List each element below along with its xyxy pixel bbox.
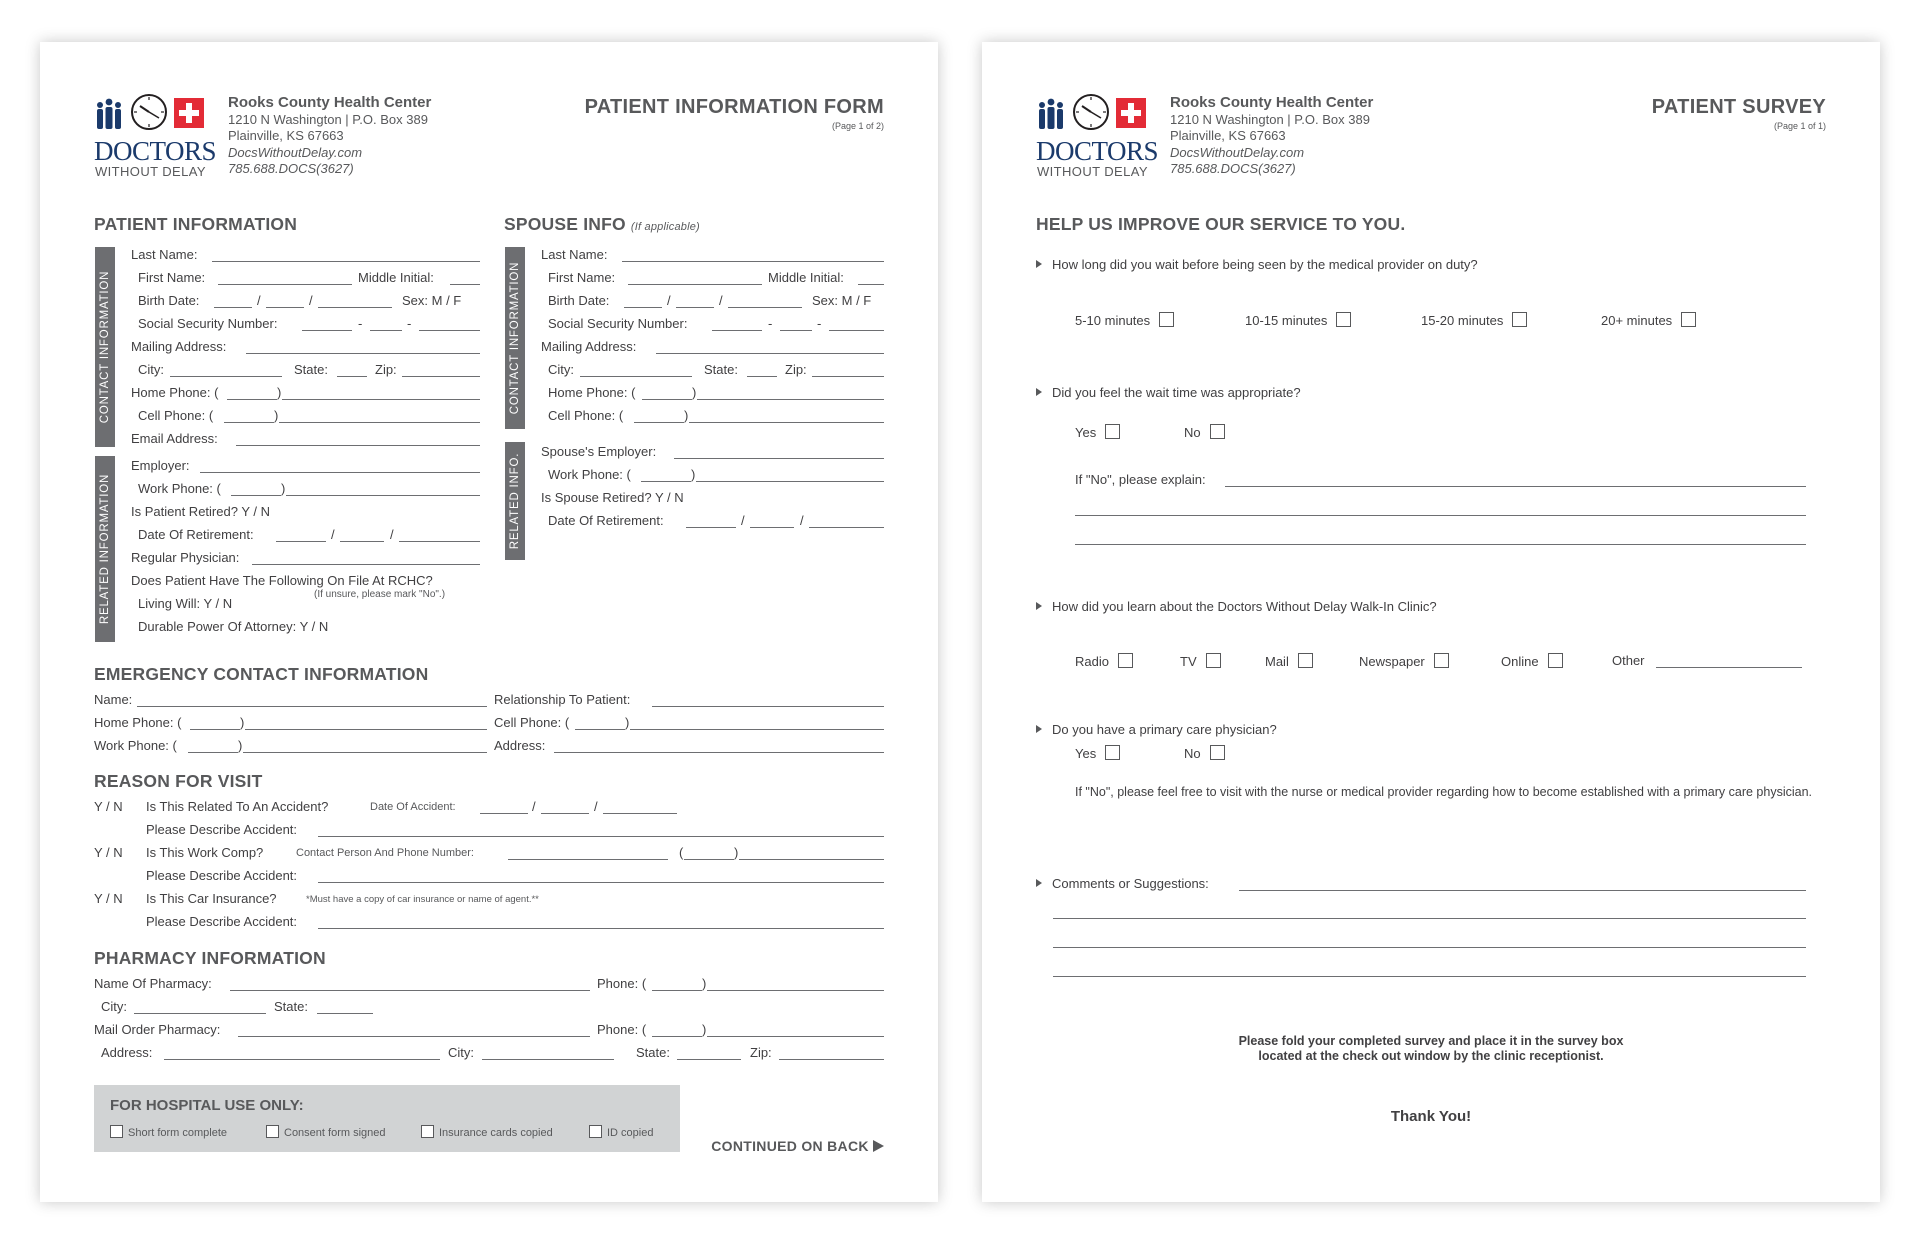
employer-field[interactable] <box>200 458 480 473</box>
describe-field-1[interactable] <box>318 822 884 837</box>
org-address: 1210 N Washington | P.O. Box 389 <box>228 111 428 127</box>
survey-page-number: (Page 1 of 1) <box>1773 121 1826 131</box>
middle-initial-field[interactable] <box>450 270 480 285</box>
checkbox-icon <box>1434 653 1449 668</box>
spouse-state-field[interactable] <box>747 362 777 377</box>
describe-label-3: Please Describe Accident: <box>146 914 298 929</box>
emergency-work-area-field[interactable] <box>188 738 238 753</box>
ssn-dash: - <box>358 316 363 331</box>
paren: ) <box>625 715 630 730</box>
spouse-cell-phone-label: Cell Phone: ( <box>548 408 624 423</box>
emergency-work-phone-field[interactable] <box>243 738 487 753</box>
spouse-employer-label: Spouse's Employer: <box>541 444 657 459</box>
org-phone: 785.688.DOCS(3627) <box>1170 161 1296 176</box>
hospital-use-panel <box>94 1085 680 1152</box>
spouse-mailing-label: Mailing Address: <box>541 339 637 354</box>
patient-survey-page <box>982 42 1880 1202</box>
spouse-zip-label: Zip: <box>785 362 807 377</box>
org-contact-block <box>228 95 431 178</box>
mail-order-zip-label: Zip: <box>750 1045 772 1060</box>
insurance-cards-checkbox[interactable]: Insurance cards copied <box>421 1125 553 1139</box>
question-wait-appropriate: Did you feel the wait time was appropriate? <box>1036 385 1301 400</box>
logo-icons <box>94 94 224 138</box>
spouse-home-phone-field[interactable] <box>697 385 884 400</box>
accident-question: Is This Related To An Accident? <box>146 799 329 814</box>
reason-heading: REASON FOR VISIT <box>94 771 263 791</box>
checkbox-icon <box>1206 653 1221 668</box>
comments-field-2[interactable] <box>1053 904 1806 919</box>
on-file-label: Does Patient Have The Following On File At RCHC? <box>131 573 433 588</box>
retirement-date-label: Date Of Retirement: <box>138 527 254 542</box>
city-label: City: <box>138 362 164 377</box>
paren: ( <box>679 845 684 860</box>
bullet-arrow-icon <box>1036 725 1042 733</box>
birth-day-field[interactable] <box>266 293 304 308</box>
home-phone-area-field[interactable] <box>227 385 277 400</box>
org-website[interactable]: DocsWithoutDelay.com <box>228 144 363 160</box>
emergency-cell-area-field[interactable] <box>575 715 625 730</box>
date-slash: / <box>532 799 536 814</box>
option-yes-primary[interactable]: Yes <box>1075 745 1120 761</box>
date-slash: / <box>309 293 313 308</box>
bullet-arrow-icon <box>1036 260 1042 268</box>
pharmacy-heading: PHARMACY INFORMATION <box>94 948 326 968</box>
option-15-20-minutes[interactable]: 15-20 minutes <box>1421 312 1527 328</box>
logo-sub: WITHOUT DELAY <box>95 164 206 179</box>
ssn-field-2[interactable] <box>370 316 402 331</box>
comments-field-3[interactable] <box>1053 933 1806 948</box>
living-will-label[interactable]: Living Will: Y / N <box>138 596 233 611</box>
mailing-address-label: Mailing Address: <box>131 339 227 354</box>
checkbox-icon <box>1210 424 1225 439</box>
checkbox-icon <box>1548 653 1563 668</box>
hospital-use-heading: FOR HOSPITAL USE ONLY: <box>110 1097 304 1114</box>
first-name-label: First Name: <box>138 270 206 285</box>
question-wait-time: How long did you wait before being seen by the medical provider on duty? <box>1036 257 1478 272</box>
emergency-cell-phone-field[interactable] <box>630 715 884 730</box>
date-slash: / <box>257 293 261 308</box>
emergency-address-field[interactable] <box>554 738 884 753</box>
accident-date-label: Date Of Accident: <box>370 801 456 813</box>
spouse-employer-field[interactable] <box>674 444 884 459</box>
option-other-field[interactable] <box>1656 653 1802 668</box>
comments-label: Comments or Suggestions: <box>1036 876 1209 891</box>
retirement-day-field[interactable] <box>340 527 384 542</box>
accident-yn[interactable]: Y / N <box>94 799 123 814</box>
work-comp-yn[interactable]: Y / N <box>94 845 123 860</box>
city-field[interactable] <box>170 362 282 377</box>
paren: ) <box>684 408 689 423</box>
paren: ) <box>240 715 245 730</box>
zip-field[interactable] <box>402 362 480 377</box>
email-label: Email Address: <box>131 431 218 446</box>
spouse-retired-label[interactable]: Is Spouse Retired? Y / N <box>541 490 684 505</box>
option-20-plus-minutes[interactable]: 20+ minutes <box>1601 312 1696 328</box>
consent-form-checkbox[interactable]: Consent form signed <box>266 1125 386 1139</box>
spouse-work-phone-field[interactable] <box>696 467 884 482</box>
unsure-note: (If unsure, please mark "No".) <box>314 589 446 600</box>
spouse-cell-area-field[interactable] <box>634 408 684 423</box>
birth-year-field[interactable] <box>318 293 392 308</box>
contact-person-label: Contact Person And Phone Number: <box>296 847 474 859</box>
pharmacy-area-field[interactable] <box>652 976 702 991</box>
checkbox-icon <box>1118 653 1133 668</box>
mail-order-phone-label: Phone: ( <box>597 1022 647 1037</box>
option-10-15-minutes[interactable]: 10-15 minutes <box>1245 312 1351 328</box>
patient-information-form-page <box>40 42 938 1202</box>
work-phone-label: Work Phone: ( <box>138 481 221 496</box>
org-contact-block <box>1170 95 1373 178</box>
form-title <box>585 96 884 131</box>
zip-label: Zip: <box>375 362 397 377</box>
option-tv[interactable]: TV <box>1180 653 1221 669</box>
spouse-contact-bar: CONTACT INFORMATION <box>505 247 525 429</box>
ssn-dash: - <box>407 316 412 331</box>
work-phone-area-field[interactable] <box>231 481 281 496</box>
mail-order-area-field[interactable] <box>652 1022 702 1037</box>
emergency-home-area-field[interactable] <box>190 715 240 730</box>
spouse-birth-date-label: Birth Date: <box>548 293 610 308</box>
checkbox-icon <box>421 1125 434 1138</box>
physician-field[interactable] <box>252 550 480 565</box>
spouse-ssn-label: Social Security Number: <box>548 316 688 331</box>
spouse-home-area-field[interactable] <box>642 385 692 400</box>
spouse-first-name-label: First Name: <box>548 270 616 285</box>
home-phone-field[interactable] <box>282 385 480 400</box>
emergency-name-label: Name: <box>94 692 133 707</box>
date-slash: / <box>719 293 723 308</box>
paren: ) <box>238 738 243 753</box>
retirement-year-field[interactable] <box>399 527 480 542</box>
fold-instruction-2: located at the check out window by the clinic receptionist. <box>1258 1049 1604 1063</box>
spouse-work-phone-label: Work Phone: ( <box>548 467 631 482</box>
date-slash: / <box>594 799 598 814</box>
form-title-text: PATIENT INFORMATION FORM <box>584 96 884 118</box>
bullet-arrow-icon <box>1036 602 1042 610</box>
spouse-state-label: State: <box>704 362 738 377</box>
bullet-arrow-icon <box>1036 388 1042 396</box>
car-insurance-question: Is This Car Insurance? <box>146 891 277 906</box>
spouse-ssn-field-1[interactable] <box>712 316 762 331</box>
paren: ) <box>281 481 286 496</box>
paren: ) <box>692 385 697 400</box>
pharmacy-state-label: State: <box>274 999 308 1014</box>
org-city: Plainville, KS 67663 <box>1170 128 1286 143</box>
page-number: (Page 1 of 2) <box>831 121 884 131</box>
org-name: Rooks County Health Center <box>228 94 432 111</box>
org-phone: 785.688.DOCS(3627) <box>228 161 354 176</box>
mail-order-city-label: City: <box>448 1045 474 1060</box>
org-website[interactable]: DocsWithoutDelay.com <box>1170 144 1305 160</box>
org-city: Plainville, KS 67663 <box>228 128 344 143</box>
org-address: 1210 N Washington | P.O. Box 389 <box>1170 111 1370 127</box>
option-other-label: Other <box>1612 653 1645 668</box>
ssn-label: Social Security Number: <box>138 316 278 331</box>
spouse-work-area-field[interactable] <box>641 467 691 482</box>
cell-phone-area-field[interactable] <box>224 408 274 423</box>
describe-label-2: Please Describe Accident: <box>146 868 298 883</box>
pharmacy-phone-field[interactable] <box>707 976 884 991</box>
pharmacy-city-label: City: <box>101 999 127 1014</box>
mail-order-state-label: State: <box>636 1045 670 1060</box>
paren: ) <box>702 1022 707 1037</box>
mail-order-phone-field[interactable] <box>707 1022 884 1037</box>
spouse-retire-day-field[interactable] <box>750 513 794 528</box>
spouse-related-bar: RELATED INFO. <box>505 442 525 560</box>
comments-field-1[interactable] <box>1239 876 1806 891</box>
paren: ) <box>702 976 707 991</box>
checkbox-icon <box>110 1125 123 1138</box>
relationship-field[interactable] <box>652 692 884 707</box>
spouse-ssn-field-2[interactable] <box>780 316 812 331</box>
contact-area-field[interactable] <box>684 845 734 860</box>
spouse-birth-month-field[interactable] <box>624 293 662 308</box>
spouse-middle-initial-label: Middle Initial: <box>768 270 844 285</box>
checkbox-icon <box>1210 745 1225 760</box>
car-insurance-note: *Must have a copy of car insurance or name of agent.** <box>306 894 539 905</box>
spouse-middle-initial-field[interactable] <box>858 270 884 285</box>
work-phone-field[interactable] <box>286 481 480 496</box>
pharmacy-name-label: Name Of Pharmacy: <box>94 976 212 991</box>
short-form-checkbox[interactable]: Short form complete <box>110 1125 227 1139</box>
paren: ) <box>277 385 282 400</box>
comments-field-4[interactable] <box>1053 962 1806 977</box>
checkbox-icon <box>1105 424 1120 439</box>
accident-day-field[interactable] <box>541 799 589 814</box>
fold-instruction-1: Please fold your completed survey and place it in the survey box <box>1238 1034 1624 1048</box>
mail-order-zip-field[interactable] <box>779 1045 884 1060</box>
email-field[interactable] <box>236 431 480 446</box>
ssn-field-3[interactable] <box>419 316 480 331</box>
birth-date-label: Birth Date: <box>138 293 200 308</box>
doctors-without-delay-logo <box>1036 94 1166 180</box>
spouse-city-field[interactable] <box>580 362 692 377</box>
first-name-field[interactable] <box>218 270 352 285</box>
option-5-10-minutes[interactable]: 5-10 minutes <box>1075 312 1174 328</box>
checkbox-icon <box>1512 312 1527 327</box>
spouse-last-name-field[interactable] <box>622 247 884 262</box>
thank-you: Thank You! <box>1390 1108 1472 1125</box>
retirement-month-field[interactable] <box>276 527 326 542</box>
checkbox-icon <box>589 1125 602 1138</box>
mail-order-city-field[interactable] <box>482 1045 614 1060</box>
option-online[interactable]: Online <box>1501 653 1563 669</box>
state-label: State: <box>294 362 328 377</box>
checkbox-icon <box>266 1125 279 1138</box>
spouse-city-label: City: <box>548 362 574 377</box>
option-no[interactable]: No <box>1184 424 1225 440</box>
logo-word: DOCTORS <box>1036 136 1159 166</box>
last-name-label: Last Name: <box>131 247 198 262</box>
emergency-cell-phone-label: Cell Phone: ( <box>494 715 570 730</box>
org-name: Rooks County Health Center <box>1170 94 1374 111</box>
mail-order-address-label: Address: <box>101 1045 153 1060</box>
car-insurance-yn[interactable]: Y / N <box>94 891 123 906</box>
spouse-birth-year-field[interactable] <box>728 293 802 308</box>
explain-field-1[interactable] <box>1225 472 1806 487</box>
spouse-mailing-field[interactable] <box>656 339 884 354</box>
spouse-retire-month-field[interactable] <box>686 513 736 528</box>
describe-label-1: Please Describe Accident: <box>146 822 298 837</box>
emergency-heading: EMERGENCY CONTACT INFORMATION <box>94 664 429 684</box>
describe-field-2[interactable] <box>318 868 884 883</box>
emergency-home-phone-label: Home Phone: ( <box>94 715 182 730</box>
describe-field-3[interactable] <box>318 914 884 929</box>
logo-icons <box>1036 94 1166 138</box>
ssn-dash: - <box>768 316 773 331</box>
option-yes[interactable]: Yes <box>1075 424 1120 440</box>
checkbox-icon <box>1681 312 1696 327</box>
spouse-home-phone-label: Home Phone: ( <box>548 385 636 400</box>
emergency-home-phone-field[interactable] <box>245 715 487 730</box>
checkbox-icon <box>1105 745 1120 760</box>
employer-label: Employer: <box>131 458 190 473</box>
patient-info-heading: PATIENT INFORMATION <box>94 214 298 234</box>
ssn-field-1[interactable] <box>302 316 352 331</box>
cell-phone-field[interactable] <box>279 408 480 423</box>
spouse-retirement-label: Date Of Retirement: <box>548 513 664 528</box>
contact-phone-field[interactable] <box>739 845 884 860</box>
logo-word: DOCTORS <box>94 136 217 166</box>
applicable-note: (If applicable) <box>630 221 700 233</box>
sex-label[interactable]: Sex: M / F <box>402 293 462 308</box>
emergency-work-phone-label: Work Phone: ( <box>94 738 177 753</box>
middle-initial-label: Middle Initial: <box>358 270 434 285</box>
pharmacy-name-field[interactable] <box>230 976 590 991</box>
accident-year-field[interactable] <box>603 799 677 814</box>
date-slash: / <box>390 527 394 542</box>
continued-on-back: CONTINUED ON BACK <box>711 1138 884 1154</box>
paren: ) <box>734 845 739 860</box>
explain-field-2[interactable] <box>1075 501 1806 516</box>
poa-label[interactable]: Durable Power Of Attorney: Y / N <box>138 619 329 634</box>
emergency-address-label: Address: <box>494 738 546 753</box>
option-mail[interactable]: Mail <box>1265 653 1313 669</box>
survey-title <box>1652 96 1826 131</box>
accident-month-field[interactable] <box>480 799 528 814</box>
option-no-primary[interactable]: No <box>1184 745 1225 761</box>
spouse-cell-phone-field[interactable] <box>689 408 884 423</box>
explain-field-3[interactable] <box>1075 530 1806 545</box>
patient-retired-label[interactable]: Is Patient Retired? Y / N <box>131 504 270 519</box>
relationship-label: Relationship To Patient: <box>494 692 631 707</box>
question-how-learned: How did you learn about the Doctors Without Delay Walk-In Clinic? <box>1036 599 1437 614</box>
physician-label: Regular Physician: <box>131 550 240 565</box>
spouse-last-name-label: Last Name: <box>541 247 608 262</box>
state-field[interactable] <box>337 362 367 377</box>
spouse-first-name-field[interactable] <box>628 270 762 285</box>
pharmacy-city-field[interactable] <box>134 999 266 1014</box>
related-info-bar: RELATED INFORMATION <box>95 456 115 642</box>
checkbox-icon <box>1159 312 1174 327</box>
checkbox-icon <box>1336 312 1351 327</box>
paren: ) <box>691 467 696 482</box>
primary-care-note: If "No", please feel free to visit with the nurse or medical provider regarding how to become established with a primary care physician. <box>1075 785 1813 799</box>
date-slash: / <box>331 527 335 542</box>
home-phone-label: Home Phone: ( <box>131 385 219 400</box>
survey-heading: HELP US IMPROVE OUR SERVICE TO YOU. <box>1036 214 1406 234</box>
explain-label: If "No", please explain: <box>1075 472 1206 487</box>
option-radio[interactable]: Radio <box>1075 653 1133 669</box>
doctors-without-delay-logo <box>94 94 224 180</box>
cell-phone-label: Cell Phone: ( <box>138 408 214 423</box>
contact-person-field[interactable] <box>508 845 668 860</box>
spouse-birth-day-field[interactable] <box>676 293 714 308</box>
mailing-address-field[interactable] <box>246 339 480 354</box>
option-newspaper[interactable]: Newspaper <box>1359 653 1449 669</box>
id-copied-checkbox[interactable]: ID copied <box>589 1125 653 1139</box>
date-slash: / <box>667 293 671 308</box>
spouse-retire-year-field[interactable] <box>809 513 884 528</box>
mail-order-address-field[interactable] <box>164 1045 440 1060</box>
bullet-arrow-icon <box>1036 879 1042 887</box>
spouse-ssn-field-3[interactable] <box>829 316 884 331</box>
emergency-name-field[interactable] <box>137 692 487 707</box>
spouse-info-heading: SPOUSE INFO (If applicable) <box>504 214 700 234</box>
arrow-right-icon <box>873 1140 884 1152</box>
mail-order-state-field[interactable] <box>677 1045 741 1060</box>
survey-title-text: PATIENT SURVEY <box>1651 96 1826 118</box>
contact-info-bar: CONTACT INFORMATION <box>95 247 115 447</box>
mail-order-field[interactable] <box>238 1022 590 1037</box>
last-name-field[interactable] <box>212 247 480 262</box>
question-primary-care: Do you have a primary care physician? <box>1036 722 1277 737</box>
spouse-sex-label[interactable]: Sex: M / F <box>812 293 872 308</box>
checkbox-icon <box>1298 653 1313 668</box>
pharmacy-phone-label: Phone: ( <box>597 976 647 991</box>
birth-month-field[interactable] <box>214 293 252 308</box>
paren: ) <box>274 408 279 423</box>
work-comp-question: Is This Work Comp? <box>146 845 264 860</box>
logo-sub: WITHOUT DELAY <box>1037 164 1148 179</box>
date-slash: / <box>741 513 745 528</box>
mail-order-label: Mail Order Pharmacy: <box>94 1022 221 1037</box>
ssn-dash: - <box>817 316 822 331</box>
date-slash: / <box>800 513 804 528</box>
pharmacy-state-field[interactable] <box>317 999 373 1014</box>
spouse-zip-field[interactable] <box>812 362 884 377</box>
